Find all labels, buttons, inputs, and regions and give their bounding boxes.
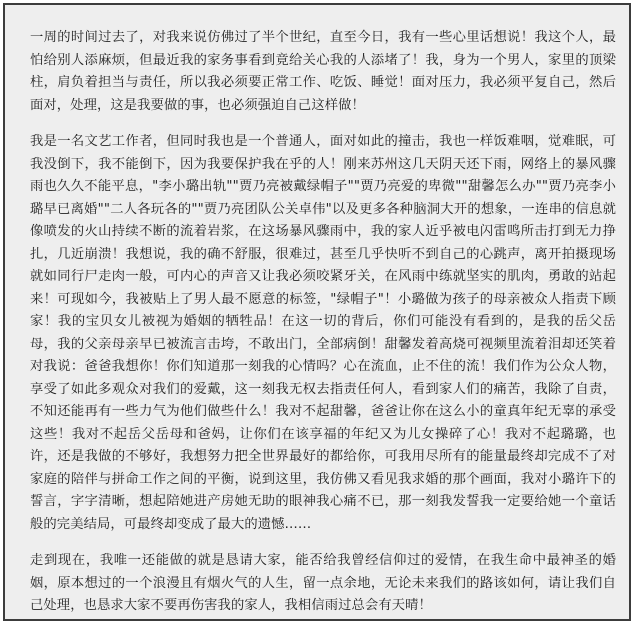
article-frame [3, 3, 631, 621]
paragraph-closing: 走到现在，我唯一还能做的就是恳请大家，能否给我曾经信仰过的爱情，在我生命中最神圣的婚姻，原本想过的一个浪漫且有烟火气的人生，留一点余地，无论未来我们的路该如何，请让我们自己处理，也恳求大家不要再伤害我的家人，我相信雨过总会有天晴！ [30, 553, 616, 613]
paragraph-main: 我是一名文艺工作者，但同时我也是一个普通人，面对如此的撞击，我也一样饭难咽，觉难眠，可我没倒下，我不能倒下，因为我要保护我在乎的人！刚来苏州这几天阴天还下雨，网络上的暴风骤雨也久久不能平息，"李小璐出轨""贾乃亮被戴绿帽子""贾乃亮爱的卑微""甜馨怎么办""贾乃亮李小璐早已离婚""二人各玩各的""贾乃亮团队公关卓伟"以及更多各种脑洞大开的想象，一连串的信息就像喷发的火山持续不断的流着岩浆，在这场暴风骤雨中，我的家人近乎被电闪雷鸣所击打到无力挣扎，几近崩溃！我想说，我的确不舒服，很难过，甚至几乎快听不到自己的心跳声，离开拍摄现场就如同行尸走肉一般，可内心的声音又让我必须咬紧牙关，在风雨中练就坚实的肌肉，勇敢的站起来！可现如今，我被贴上了男人最不愿意的标签，"绿帽子"！小璐做为孩子的母亲被众人指责下顾家！我的宝贝女儿被视为婚姻的牺牲品！在这一切的背后，你们可能没有看到的，是我的岳父岳母，我的父亲母亲早已被流言击垮，不敢出门，全部病倒！甜馨发着高烧可视频里流着泪却还笑着对我说：爸爸我想你！你们知道那一刻我的心情吗？心在流血，止不住的流！我们作为公众人物，享受了如此多观众对我们的爱戴，这一刻我无权去指责任何人，看到家人们的痛苦，我除了自责，不知还能再有一些力气为他们做些什么！我对不起甜馨，爸爸让你在这么小的童真年纪无辜的承受这些！我对不起岳父岳母和爸妈，让你们在该享福的年纪又为儿女操碎了心！我对不起璐璐，也许，还是我做的不够好，我想努力把全世界最好的都给你，可我用尽所有的能量最终却完成不了对家庭的陪伴与拼命工作之间的平衡，说到这里，我仿佛又看见我求婚的那个画面，我对小璐许下的誓言，字字清晰，想起陪她进产房她无助的眼神我心痛不已，那一刻我发誓我一定要给她一个童话般的完美结局，可最终却变成了最大的遗憾…… [30, 134, 616, 532]
paragraph-intro: 一周的时间过去了，对我来说仿佛过了半个世纪，直至今日，我有一些心里话想说！我这个人，最怕给别人添麻烦，但最近我的家务事看到竟给关心我的人添堵了！我，身为一个男人，家里的顶梁柱，肩负着担当与责任，所以我必须要正常工作、吃饭、睡觉！面对压力，我必须平复自己，然后面对，处理，这是我要做的事，也必须强迫自己这样做！ [30, 30, 616, 113]
article-body [30, 27, 616, 632]
